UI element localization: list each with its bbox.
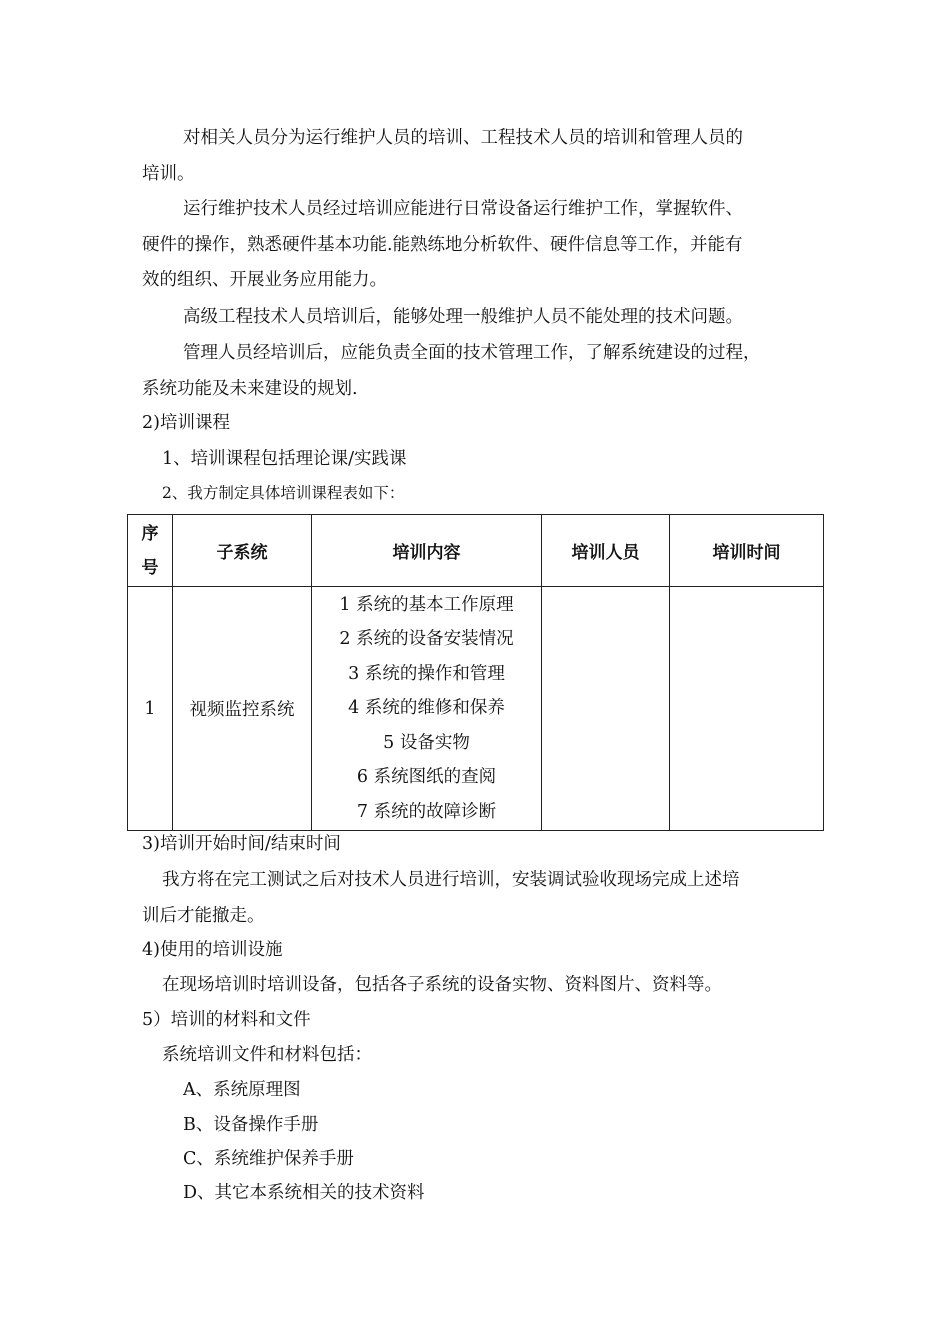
cell-personnel xyxy=(542,587,670,831)
section-heading: 5）培训的材料和文件 xyxy=(142,1010,311,1030)
list-item: B、设备操作手册 xyxy=(183,1115,319,1135)
table-header-row xyxy=(128,515,824,587)
list-item: 1、培训课程包括理论课/实践课 xyxy=(162,449,407,469)
content-item: 3 系统的操作和管理 xyxy=(348,663,505,684)
table-row xyxy=(128,587,824,831)
paragraph-line: 训后才能撤走。 xyxy=(142,906,265,926)
content-item: 6 系统图纸的查阅 xyxy=(356,767,497,788)
content-item: 7 系统的故障诊断 xyxy=(356,801,497,822)
paragraph-line: 管理人员经培训后，应能负责全面的技术管理工作，了解系统建设的过程， xyxy=(183,343,761,363)
list-item: A、系统原理图 xyxy=(183,1080,301,1100)
paragraph-line: 系统功能及未来建设的规划. xyxy=(142,379,358,399)
paragraph-line: 系统培训文件和材料包括： xyxy=(162,1045,372,1065)
paragraph-line: 高级工程技术人员培训后，能够处理一般维护人员不能处理的技术问题。 xyxy=(183,307,743,327)
content-item: 2 系统的设备安装情况 xyxy=(339,629,514,650)
content-item: 5 设备实物 xyxy=(383,732,470,753)
training-schedule-table xyxy=(127,514,824,831)
list-item: 2、我方制定具体培训课程表如下： xyxy=(162,484,405,502)
header-personnel: 培训人员 xyxy=(542,515,670,587)
section-heading: 3)培训开始时间/结束时间 xyxy=(142,834,341,854)
list-item: C、系统维护保养手册 xyxy=(183,1149,354,1169)
header-seq: 序 号 xyxy=(128,515,173,587)
paragraph-line: 运行维护技术人员经过培训应能进行日常设备运行维护工作，掌握软件、 xyxy=(183,199,743,219)
paragraph-line: 我方将在完工测试之后对技术人员进行培训，安装调试验收现场完成上述培 xyxy=(162,870,740,890)
paragraph-line: 对相关人员分为运行维护人员的培训、工程技术人员的培训和管理人员的 xyxy=(183,128,743,148)
paragraph-line: 培训。 xyxy=(142,164,195,184)
cell-time xyxy=(670,587,824,831)
paragraph-line: 效的组织、开展业务应用能力。 xyxy=(142,270,387,290)
cell-seq: 1 xyxy=(128,587,173,831)
section-heading: 4)使用的培训设施 xyxy=(142,940,283,960)
content-item: 4 系统的维修和保养 xyxy=(348,698,505,719)
content-item: 1 系统的基本工作原理 xyxy=(339,594,514,615)
cell-content xyxy=(312,587,542,831)
section-heading: 2)培训课程 xyxy=(142,413,230,433)
header-content: 培训内容 xyxy=(312,515,542,587)
list-item: D、其它本系统相关的技术资料 xyxy=(183,1183,425,1203)
paragraph-line: 硬件的操作，熟悉硬件基本功能.能熟练地分析软件、硬件信息等工作，并能有 xyxy=(142,235,743,255)
header-subsystem: 子系统 xyxy=(173,515,312,587)
header-time: 培训时间 xyxy=(670,515,824,587)
paragraph-line: 在现场培训时培训设备，包括各子系统的设备实物、资料图片、资料等。 xyxy=(162,975,722,995)
cell-subsystem: 视频监控系统 xyxy=(173,587,312,831)
